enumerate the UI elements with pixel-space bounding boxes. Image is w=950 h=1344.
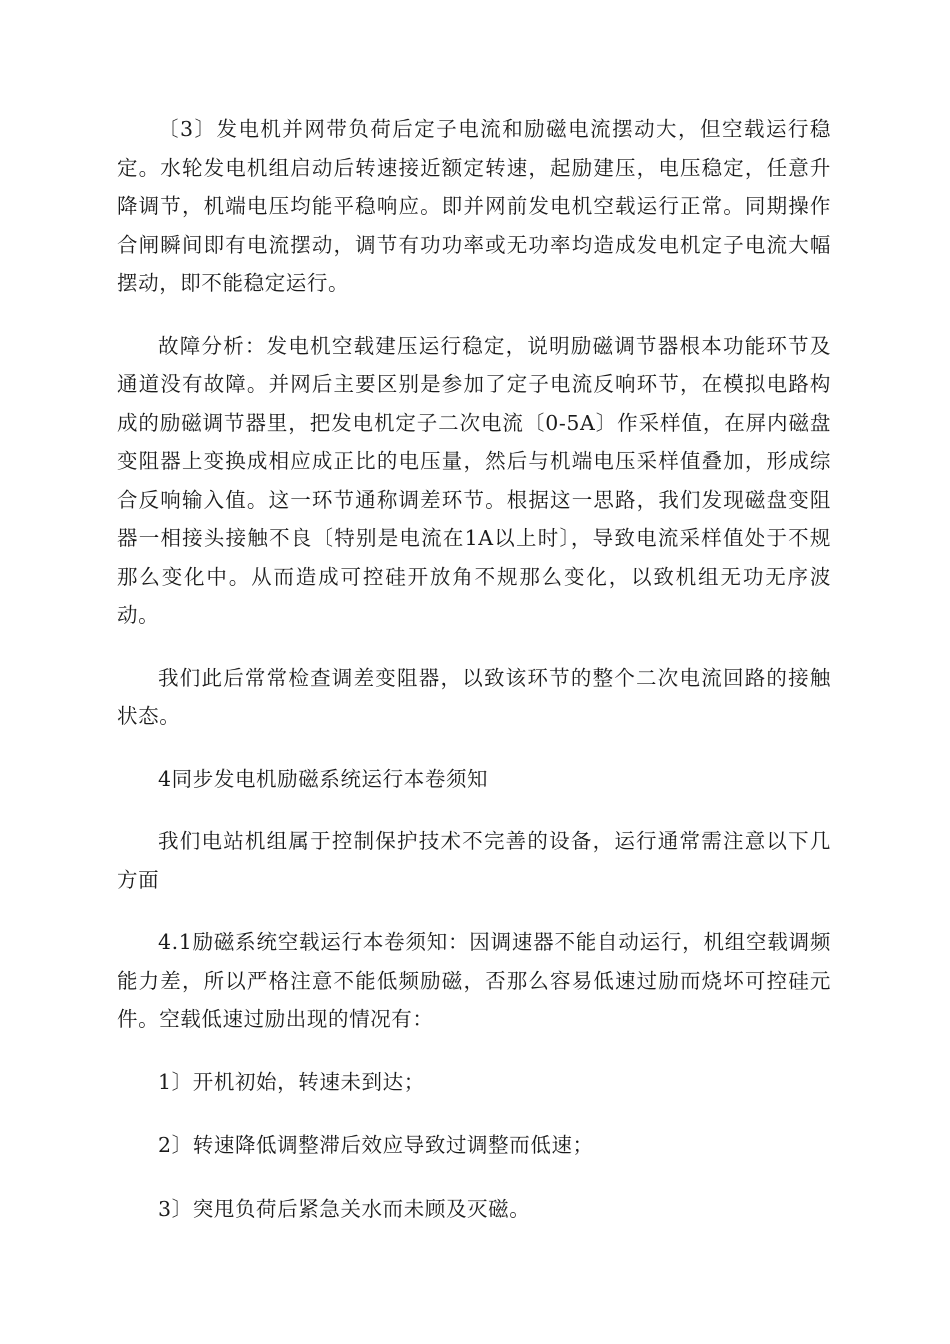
list-item: 2〕转速降低调整滞后效应导致过调整而低速； <box>158 1133 594 1157</box>
paragraph-subsection-4-1: 4.1励磁系统空载运行本卷须知：因调速器不能自动运行，机组空载调频能力差，所以严格注意不能低频励磁，否那么容易低速过励而烧坏可控硅元件。空载低速过励出现的情况有： <box>117 930 831 1031</box>
paragraph-section-intro: 我们电站机组属于控制保护技术不完善的设备，运行通常需注意以下几方面 <box>117 829 831 892</box>
section-heading: 4同步发电机励磁系统运行本卷须知 <box>158 766 489 791</box>
paragraph-fault-case-3: 〔3〕发电机并网带负荷后定子电流和励磁电流摆动大，但空载运行稳定。水轮发电机组启动后转速接近额定转速，起励建压，电压稳定，任意升降调节，机端电压均能平稳响应。即并网前发电机空载运行正常。同期操作合闸瞬间即有电流摆动，调节有功功率或无功率均造成发电机定子电流大幅摆动，即不能稳定运行。 <box>117 117 831 295</box>
list-item: 3〕突甩负荷后紧急关水而未顾及灭磁。 <box>158 1196 531 1221</box>
paragraph-inspection-note: 我们此后常常检查调差变阻器，以致该环节的整个二次电流回路的接触状态。 <box>117 665 831 728</box>
paragraph-fault-analysis: 故障分析：发电机空载建压运行稳定，说明励磁调节器根本功能环节及通道没有故障。并网后主要区别是参加了定子电流反响环节，在模拟电路构成的励磁调节器里，把发电机定子二次电流〔0-5A〕作采样值，在屏内磁盘变阻器上变换成相应成正比的电压量，然后与机端电压采样值叠加，形成综合反响输入值。这一环节通称调差环节。根据这一思路，我们发现磁盘变阻器一相接头接触不良〔特别是电流在1A以上时〕，导致电流采样值处于不规那么变化中。从而造成可控硅开放角不规那么变化，以致机组无功无序波动。 <box>117 333 831 627</box>
list-item: 1〕开机初始，转速未到达； <box>158 1069 425 1094</box>
document-body <box>117 110 831 1253</box>
